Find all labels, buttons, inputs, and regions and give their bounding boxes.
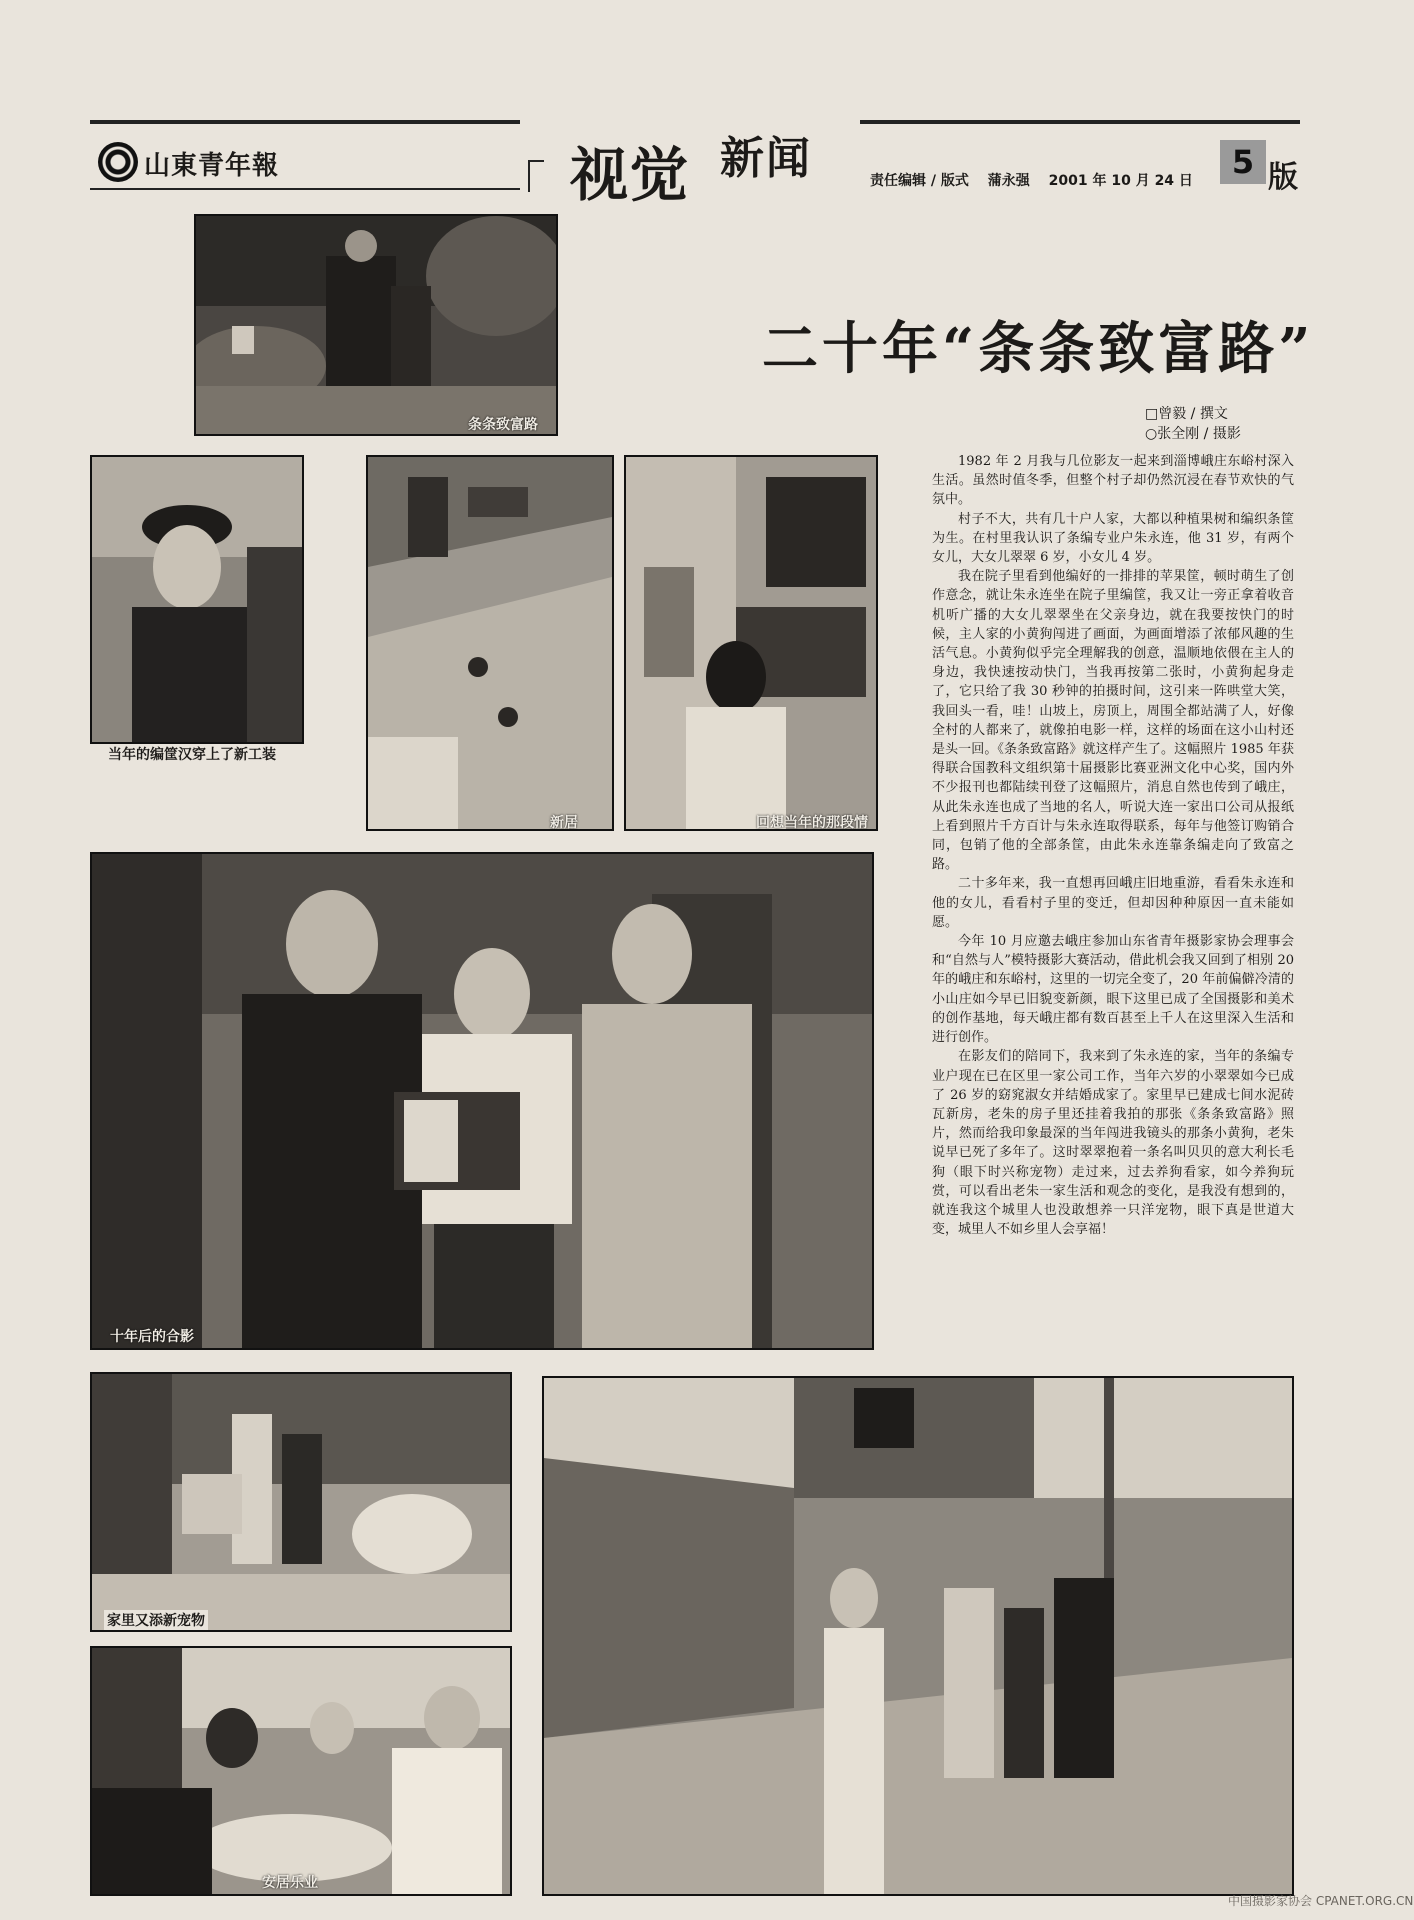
- editor-name: 蒲永强: [987, 173, 1030, 189]
- article-headline: 二十年“条条致富路”: [762, 316, 1315, 382]
- article-paragraph: 我在院子里看到他编好的一排排的苹果筐，顿时萌生了创作意念，就让朱永连坐在院子里编筐，我又让一旁正拿着收音机听广播的大女儿翠翠坐在父亲身边，就在我要按快门的时候，主人家的小黄狗闯进了画面，为画面增添了浓郁风趣的生活气息。小黄狗似乎完全理解我的创意，温顺地依偎在主人的身边，我快速按动快门，当我再按第二张时，小黄狗起身走了，它只给了我 30 秒钟的拍摄时间，这引来一阵哄堂大笑，我回头一看，哇！山坡上，房顶上，周围全都站满了人，好像全村的人都来了，就像拍电影一样，这样的场面在这小山村还是头一回。《条条致富路》就这样产生了。这幅照片 1985 年获得联合国教科文组织第十届摄影比赛亚洲文化中心奖，国内外不少报刊也都陆续刊登了这幅照片，消息自然也传到了峨庄，从此朱永连也成了当地的名人，听说大连一家出口公司从报纸上看到照片千方百计与朱永连取得联系，每年与他签订购销合同，包销了他的全部条筐，由此朱永连靠条编走向了致富之路。: [932, 569, 1294, 873]
- masthead-rule: [860, 120, 1300, 124]
- photo-caption: 十年后的合影: [110, 1329, 194, 1345]
- photo-basket-weaver: [194, 214, 558, 436]
- section-subtitle: 新闻: [720, 133, 812, 184]
- photo-caption: 回想当年的那段情: [756, 815, 868, 831]
- photo-caption: 家里又添新宠物: [104, 1610, 208, 1630]
- article-paragraph: 村子不大，共有几十户人家，大都以种植果树和编织条筐为生。在村里我认识了条编专业户朱永连，他 31 岁，有两个女儿，大女儿翠翠 6 岁，小女儿 4 岁。: [932, 511, 1294, 566]
- article-body: [932, 452, 1294, 1239]
- newspaper-name: 山東青年報: [144, 151, 280, 181]
- photo-caption: 当年的编筐汉穿上了新工装: [108, 747, 276, 763]
- photo-caption: 条条致富路: [468, 417, 538, 433]
- photo-uniform-man: [90, 455, 304, 744]
- byline-author: □曾毅 / 撰文: [1145, 406, 1228, 422]
- photo-memories: [624, 455, 878, 831]
- issue-date: 2001 年 10 月 24 日: [1048, 173, 1193, 189]
- photo-courtyard: [366, 455, 614, 831]
- watermark: 中国摄影家协会 CPANET.ORG.CN: [1228, 1894, 1414, 1908]
- masthead-rule: [90, 120, 520, 124]
- photo-new-pet: [90, 1372, 512, 1632]
- article-paragraph: 1982 年 2 月我与几位影友一起来到淄博峨庄东峪村深入生活。虽然时值冬季，但整个村子却仍然沉浸在春节欢快的气氛中。: [932, 454, 1294, 508]
- byline-photographer: ○张全刚 / 摄影: [1145, 426, 1241, 442]
- photo-reunion-group: [90, 852, 874, 1350]
- article-paragraph: 今年 10 月应邀去峨庄参加山东省青年摄影家协会理事会和“自然与人”模特摄影大赛活动，借此机会我又回到了相别 20 年的峨庄和东峪村，这里的一切完全变了，20 年前偏僻冷清的小山庄如今早已旧貌变新颜，眼下这里已成了全国摄影和美术的创作基地，每天峨庄都有数百甚至上千人在这里深入生活和进行创作。: [932, 934, 1294, 1046]
- photo-family-meal: [90, 1646, 512, 1896]
- article-paragraph: 在影友们的陪同下，我来到了朱永连的家，当年的条编专业户现在已在区里一家公司工作，当年六岁的小翠翠如今已成了 26 岁的窈窕淑女并结婚成家了。家里早已建成七间水泥砖瓦新房，老朱的房子里还挂着我拍的那张《条条致富路》照片，然而给我印象最深的当年闯进我镜头的那条小黄狗，老朱说早已死了多年了。这时翠翠抱着一条名叫贝贝的意大利长毛狗（眼下时兴称宠物）走过来，过去养狗看家，如今养狗玩赏，可以看出老朱一家生活和观念的变化，是我没有想到的，就连我这个城里人也没敢想养一只洋宠物，眼下真是世道大变，城里人不如乡里人会享福！: [932, 1049, 1294, 1238]
- editor-line: [870, 170, 1207, 190]
- photo-village-street: [542, 1376, 1294, 1896]
- masthead-rule: [90, 188, 520, 190]
- newspaper-logo-icon: [98, 142, 138, 182]
- section-bracket: [528, 160, 544, 192]
- article-paragraph: 二十多年来，我一直想再回峨庄旧地重游，看看朱永连和他的女儿，看看村子里的变迁，但却因种种原因一直未能如愿。: [932, 876, 1294, 930]
- section-title: 视觉: [570, 141, 691, 209]
- page-number: 5: [1220, 140, 1266, 184]
- page-suffix: 版: [1268, 160, 1298, 195]
- photo-caption: 安居乐业: [262, 1875, 318, 1891]
- byline: [1145, 404, 1241, 444]
- photo-caption: 新居: [550, 815, 578, 831]
- editor-label: 责任编辑 / 版式: [870, 173, 969, 189]
